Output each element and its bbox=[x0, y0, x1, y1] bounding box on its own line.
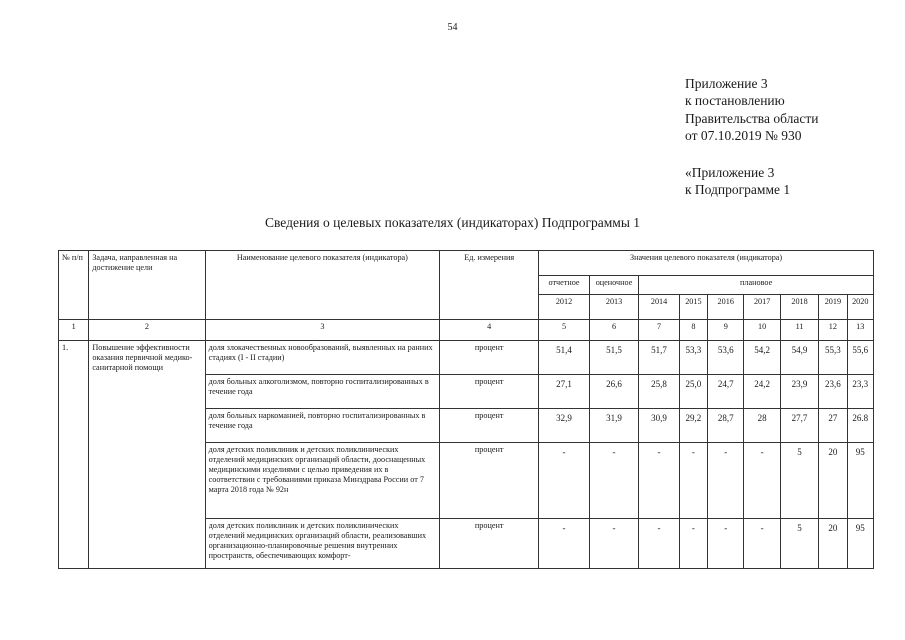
header-year: 2015 bbox=[679, 295, 707, 320]
value-cell: 95 bbox=[847, 443, 873, 519]
value-cell: 51,5 bbox=[589, 341, 639, 375]
unit-cell: процент bbox=[440, 375, 539, 409]
page-number: 54 bbox=[447, 22, 458, 33]
value-cell: 55,6 bbox=[847, 341, 873, 375]
appendix-reference-block bbox=[685, 164, 790, 199]
section-number: 1. bbox=[59, 341, 89, 569]
value-cell: 26.8 bbox=[847, 409, 873, 443]
value-cell: 20 bbox=[819, 443, 847, 519]
value-cell: 27 bbox=[819, 409, 847, 443]
value-cell: 54,9 bbox=[780, 341, 818, 375]
value-cell: 95 bbox=[847, 519, 873, 569]
value-cell: 28 bbox=[744, 409, 780, 443]
unit-cell: процент bbox=[440, 443, 539, 519]
value-cell: - bbox=[539, 443, 590, 519]
value-cell: 24,2 bbox=[744, 375, 780, 409]
header-task: Задача, направленная на достижение цели bbox=[89, 251, 205, 320]
header-year: 2016 bbox=[708, 295, 744, 320]
value-cell: 26,6 bbox=[589, 375, 639, 409]
column-index: 3 bbox=[205, 320, 440, 341]
appendix-line: «Приложение 3 bbox=[685, 165, 775, 180]
value-cell: 29,2 bbox=[679, 409, 707, 443]
header-estimated: оценочное bbox=[589, 276, 639, 295]
indicator-name: доля злокачественных новообразований, выявленных на ранних стадиях (I - II стадии) bbox=[205, 341, 440, 375]
indicator-name-text: доля детских поликлиник и детских поликлинических отделений медицинских организаций области, реализовавших организационно-планировочные решения внутренних пространств, обеспечивающих комфорт- bbox=[208, 521, 427, 560]
value-cell: 23,9 bbox=[780, 375, 818, 409]
value-cell: 27,1 bbox=[539, 375, 590, 409]
value-cell: - bbox=[589, 519, 639, 569]
appendix-line: от 07.10.2019 № 930 bbox=[685, 127, 802, 143]
header-no: № п/п bbox=[59, 251, 89, 320]
value-cell: 24,7 bbox=[708, 375, 744, 409]
indicator-name: доля больных наркоманией, повторно госпитализированных в течение года bbox=[205, 409, 440, 443]
header-year: 2013 bbox=[589, 295, 639, 320]
header-year: 2014 bbox=[639, 295, 679, 320]
value-cell: 23,6 bbox=[819, 375, 847, 409]
header-values: Значения целевого показателя (индикатора) bbox=[539, 251, 874, 276]
value-cell: - bbox=[639, 443, 679, 519]
unit-cell: процент bbox=[440, 519, 539, 569]
column-index: 11 bbox=[780, 320, 818, 341]
column-index: 9 bbox=[708, 320, 744, 341]
value-cell: 20 bbox=[819, 519, 847, 569]
indicators-table bbox=[58, 250, 874, 569]
value-cell: - bbox=[679, 443, 707, 519]
column-index: 8 bbox=[679, 320, 707, 341]
column-index: 4 bbox=[440, 320, 539, 341]
value-cell: 23,3 bbox=[847, 375, 873, 409]
column-index: 2 bbox=[89, 320, 205, 341]
value-cell: - bbox=[708, 443, 744, 519]
header-reported: отчетное bbox=[539, 276, 590, 295]
appendix-line: Приложение 3 bbox=[685, 76, 768, 91]
appendix-line: Правительства области bbox=[685, 110, 819, 126]
value-cell: 53,6 bbox=[708, 341, 744, 375]
value-cell: - bbox=[744, 443, 780, 519]
header-indicator: Наименование целевого показателя (индикатора) bbox=[205, 251, 440, 320]
column-index: 12 bbox=[819, 320, 847, 341]
header-unit: Ед. измерения bbox=[440, 251, 539, 320]
value-cell: 51,4 bbox=[539, 341, 590, 375]
appendix-block bbox=[685, 75, 818, 144]
column-index: 7 bbox=[639, 320, 679, 341]
value-cell: 25,0 bbox=[679, 375, 707, 409]
value-cell: 27,7 bbox=[780, 409, 818, 443]
value-cell: - bbox=[639, 519, 679, 569]
header-year: 2017 bbox=[744, 295, 780, 320]
value-cell: 25,8 bbox=[639, 375, 679, 409]
task-cell: Повышение эффективности оказания первичной медико-санитарной помощи bbox=[89, 341, 205, 569]
indicator-name: доля больных алкоголизмом, повторно госпитализированных в течение года bbox=[205, 375, 440, 409]
value-cell: - bbox=[539, 519, 590, 569]
header-year: 2012 bbox=[539, 295, 590, 320]
column-index: 13 bbox=[847, 320, 873, 341]
indicator-name bbox=[205, 519, 440, 569]
column-index: 1 bbox=[59, 320, 89, 341]
value-cell: 31,9 bbox=[589, 409, 639, 443]
value-cell: 30,9 bbox=[639, 409, 679, 443]
value-cell: 5 bbox=[780, 519, 818, 569]
value-cell: 51,7 bbox=[639, 341, 679, 375]
value-cell: - bbox=[589, 443, 639, 519]
unit-cell: процент bbox=[440, 409, 539, 443]
document-title: Сведения о целевых показателях (индикаторах) Подпрограммы 1 bbox=[264, 215, 641, 230]
value-cell: 54,2 bbox=[744, 341, 780, 375]
appendix-line: к постановлению bbox=[685, 93, 785, 109]
unit-cell: процент bbox=[440, 341, 539, 375]
table-row bbox=[59, 341, 874, 375]
value-cell: 55,3 bbox=[819, 341, 847, 375]
indicator-name: доля детских поликлиник и детских поликлинических отделений медицинских организаций области, дооснащенных медицинскими изделиями с целью приведения их в соответствии с требованиями приказа Минздрава России от 7 марта 2018 года № 92н bbox=[205, 443, 440, 519]
column-index: 6 bbox=[589, 320, 639, 341]
value-cell: - bbox=[744, 519, 780, 569]
header-year: 2020 bbox=[847, 295, 873, 320]
column-index: 5 bbox=[539, 320, 590, 341]
header-year: 2018 bbox=[780, 295, 818, 320]
value-cell: 32,9 bbox=[539, 409, 590, 443]
header-planned: плановое bbox=[639, 276, 874, 295]
value-cell: 53,3 bbox=[679, 341, 707, 375]
value-cell: 5 bbox=[780, 443, 818, 519]
value-cell: 28,7 bbox=[708, 409, 744, 443]
column-index: 10 bbox=[744, 320, 780, 341]
appendix-line: к Подпрограмме 1 bbox=[685, 182, 791, 198]
header-year: 2019 bbox=[819, 295, 847, 320]
value-cell: - bbox=[708, 519, 744, 569]
value-cell: - bbox=[679, 519, 707, 569]
